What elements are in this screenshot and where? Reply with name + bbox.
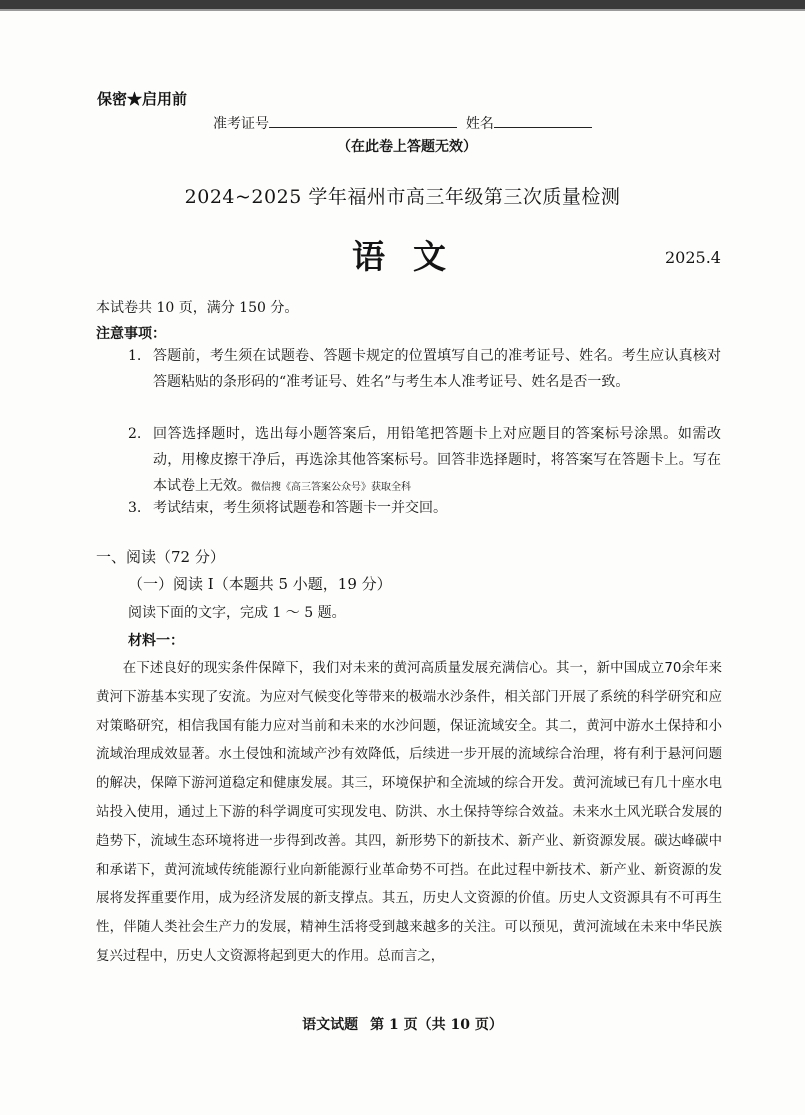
- notice-item-text: [153, 421, 721, 501]
- scan-edge: [0, 0, 805, 9]
- name-label: 姓名: [465, 116, 494, 132]
- notice-item-number: 1.: [128, 348, 142, 364]
- notice-item-watermark: 微信搜《高三答案公众号》获取全科: [251, 482, 411, 493]
- reading-passage: 在下述良好的现实条件保障下，我们对未来的黄河高质量发展充满信心。其一，新中国成立70余年来黄河下游基本实现了安流。为应对气候变化等带来的极端水沙条件，相关部门开展了系统的科学研究和应对策略研究，相信我国有能力应对当前和未来的水沙问题，保证流域安全。其二，黄河中游水土保持和小流域治理成效显著。水土侵蚀和流域产沙有效降低，后续进一步开展的流域综合治理，将有利于悬河问题的解决，保障下游河道稳定和健康发展。其三，环境保护和全流域的综合开发。黄河流域已有几十座水电站投入使用，通过上下游的科学调度可实现发电、防洪、水土保持等综合效益。未来水土风光联合发展的趋势下，流域生态环境将进一步得到改善。其四，新形势下的新技术、新产业、新资源发展。碳达峰碳中和承诺下，黄河流域传统能源行业向新能源行业革命势不可挡。在此过程中新技术、新产业、新资源的发展将发挥重要作用，成为经济发展的新支撑点。其五，历史人文资源的价值。历史人文资源具有不可再生性，伴随人类社会生产力的发展，精神生活将受到越来越多的关注。可以预见，黄河流域在未来中华民族复兴过程中，历史人文资源将起到更大的作用。总而言之，: [96, 661, 722, 964]
- notice-item-text: 考试结束，考生须将试题卷和答题卡一并交回。: [153, 500, 447, 516]
- scan-edge-shadow: [0, 9, 805, 11]
- section-heading: 一、阅读（72 分）: [96, 548, 225, 566]
- exam-title: 2024~2025 学年福州市高三年级第三次质量检测: [184, 186, 621, 208]
- confidential-label: 保密★启用前: [97, 90, 188, 108]
- footer-subject: 语文试题: [302, 1017, 359, 1033]
- name-blank: [494, 112, 592, 128]
- material-label: 材料一：: [128, 633, 184, 649]
- exam-id-label: 准考证号: [213, 116, 269, 132]
- page-footer: [0, 1014, 805, 1034]
- exam-id-blank: [269, 112, 457, 128]
- notice-item-number: 3.: [128, 500, 142, 516]
- candidate-info-line: [213, 112, 592, 133]
- footer-page-number: 第 1 页（共 10 页）: [370, 1017, 503, 1033]
- notice-item-text: 答题前，考生须在试题卷、答题卡规定的位置填写自己的准考证号、姓名。考生应认真核对答题粘贴的条形码的“准考证号、姓名”与考生本人准考证号、姓名是否一致。: [153, 348, 721, 390]
- notice-item-body: 回答选择题时，选出每小题答案后，用铅笔把答题卡上对应题目的答案标号涂黑。如需改动，用橡皮擦干净后，再选涂其他答案标号。回答非选择题时，将答案写在答题卡上。写在本试卷上无效。: [153, 426, 721, 494]
- reading-instruction: 阅读下面的文字，完成 1 ～ 5 题。: [128, 605, 346, 621]
- subject-title: 语文: [352, 237, 474, 276]
- invalid-note: （在此卷上答题无效）: [337, 139, 477, 155]
- notice-heading: 注意事项：: [96, 326, 166, 342]
- subsection-heading: （一）阅读 I（本题共 5 小题，19 分）: [128, 575, 392, 593]
- exam-intro: 本试卷共 10 页，满分 150 分。: [96, 300, 299, 316]
- exam-date: 2025.4: [665, 248, 721, 267]
- notice-item-number: 2.: [128, 426, 142, 442]
